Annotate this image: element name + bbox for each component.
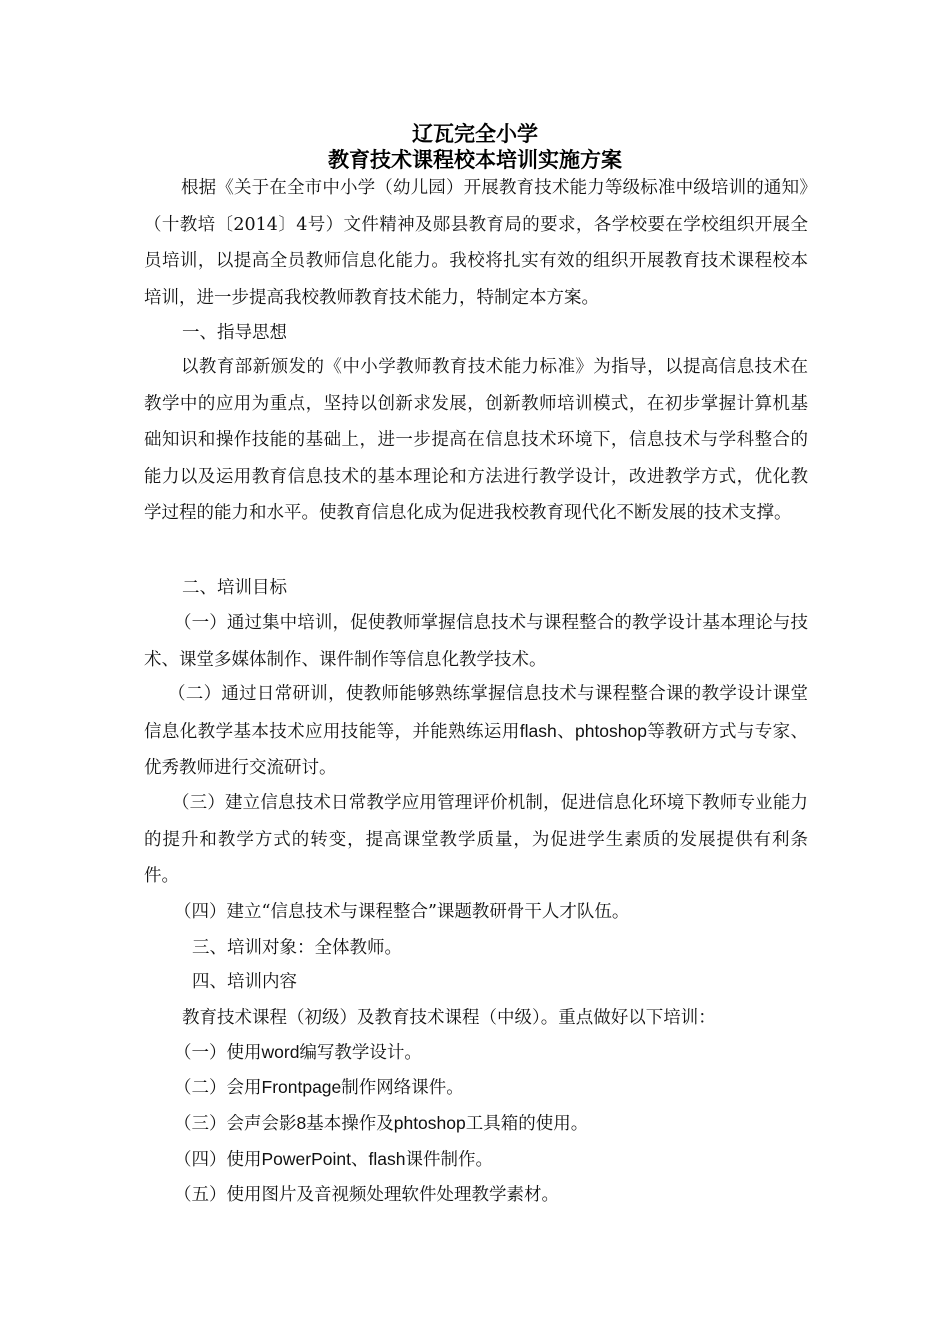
content-item-2-c: 制作网络课件。 <box>341 1078 464 1098</box>
content-item-2-a: （二）会用 <box>174 1078 262 1098</box>
content-item-1-word: word <box>261 1042 300 1062</box>
goal-item-1: （一）通过集中培训，促使教师掌握信息技术与课程整合的教学设计基本理论与技术、课堂多媒体制作、课件制作等信息化教学技术。 <box>144 613 808 670</box>
content-item-3-8: 8 <box>296 1113 307 1133</box>
section4-intro: 教育技术课程（初级）及教育技术课程（中级）。重点做好以下培训： <box>182 1008 716 1028</box>
content-item-4 <box>174 1144 493 1175</box>
goal-item-2-sep: 、 <box>556 721 575 742</box>
school-title: 辽瓦完全小学 <box>412 121 538 146</box>
content-item-4-powerpoint: PowerPoint <box>261 1149 351 1169</box>
document-title: 教育技术课程校本培训实施方案 <box>328 147 622 172</box>
content-item-1-c: 编写教学设计。 <box>299 1043 422 1063</box>
section1-paragraph: 以教育部新颁发的《中小学教师教育技术能力标准》为指导，以提高信息技术在教学中的应用为重点，坚持以创新求发展，创新教师培训模式，在初步掌握计算机基础知识和操作技能的基础上，进一步提高在信息技术环境下，信息技术与学科整合的能力以及运用教育信息技术的基本理论和方法进行教学设计，改进教学方式，优化教学过程的能力和水平。使教育信息化成为促进我校教育现代化不断发展的技术支撑。 <box>144 357 808 523</box>
content-item-2-frontpage: Frontpage <box>261 1077 342 1097</box>
goal-item-2-tail: 等教研方式与专家、优秀教师进行交流研讨。 <box>144 721 809 778</box>
content-item-4-e: 课件制作。 <box>405 1150 493 1170</box>
content-item-4-flash: flash <box>368 1149 406 1169</box>
goal-item-3: （三）建立信息技术日常教学应用管理评价机制，促进信息化环境下教师专业能力的提升和教学方式的转变，提高课堂教学质量，为促进学生素质的发展提供有利条件。 <box>144 793 808 886</box>
goal-item-2-text: （二）通过日常研训，使教师能够熟练掌握信息技术与课程整合课的教学设计课堂信息化教学基本技术应用技能等，并能熟练运用 <box>144 684 808 742</box>
content-item-1-a: （一）使用 <box>174 1043 262 1063</box>
goal-item-2 <box>144 676 808 787</box>
goal-item-2-phtoshop: phtoshop <box>574 720 647 741</box>
section2-heading: 二、培训目标 <box>182 578 287 598</box>
content-item-3-a: （三）会声会影 <box>174 1114 297 1134</box>
intro-paragraph: 根据《关于在全市中小学（幼儿园）开展教育技术能力等级标准中级培训的通知》（十教培〔2014〕4号）文件精神及郧县教育局的要求，各学校要在学校组织开展全员培训，以提高全员教师信息化能力。我校将扎实有效的组织开展教育技术课程校本培训，进一步提高我校教师教育技术能力，特制定本方案。 <box>144 178 808 308</box>
section3-line: 三、培训对象：全体教师。 <box>192 938 402 958</box>
section1-heading: 一、指导思想 <box>182 323 287 343</box>
content-item-4-a: （四）使用 <box>174 1150 262 1170</box>
goal-item-2-flash: flash <box>519 720 557 741</box>
content-item-3-c: 基本操作及 <box>306 1114 394 1134</box>
content-item-4-sep: 、 <box>351 1150 369 1170</box>
content-item-3-phtoshop: phtoshop <box>393 1113 466 1133</box>
content-item-3 <box>174 1108 588 1139</box>
content-item-5 <box>174 1180 559 1210</box>
content-item-5-a: （五）使用图片及音视频处理软件处理教学素材。 <box>174 1185 559 1205</box>
section4-heading: 四、培训内容 <box>192 972 297 992</box>
goal-item-4: （四）建立“信息技术与课程整合”课题教研骨干人才队伍。 <box>174 902 630 922</box>
content-item-2 <box>174 1072 464 1103</box>
content-item-3-e: 工具箱的使用。 <box>465 1114 589 1134</box>
content-item-1 <box>174 1037 422 1068</box>
